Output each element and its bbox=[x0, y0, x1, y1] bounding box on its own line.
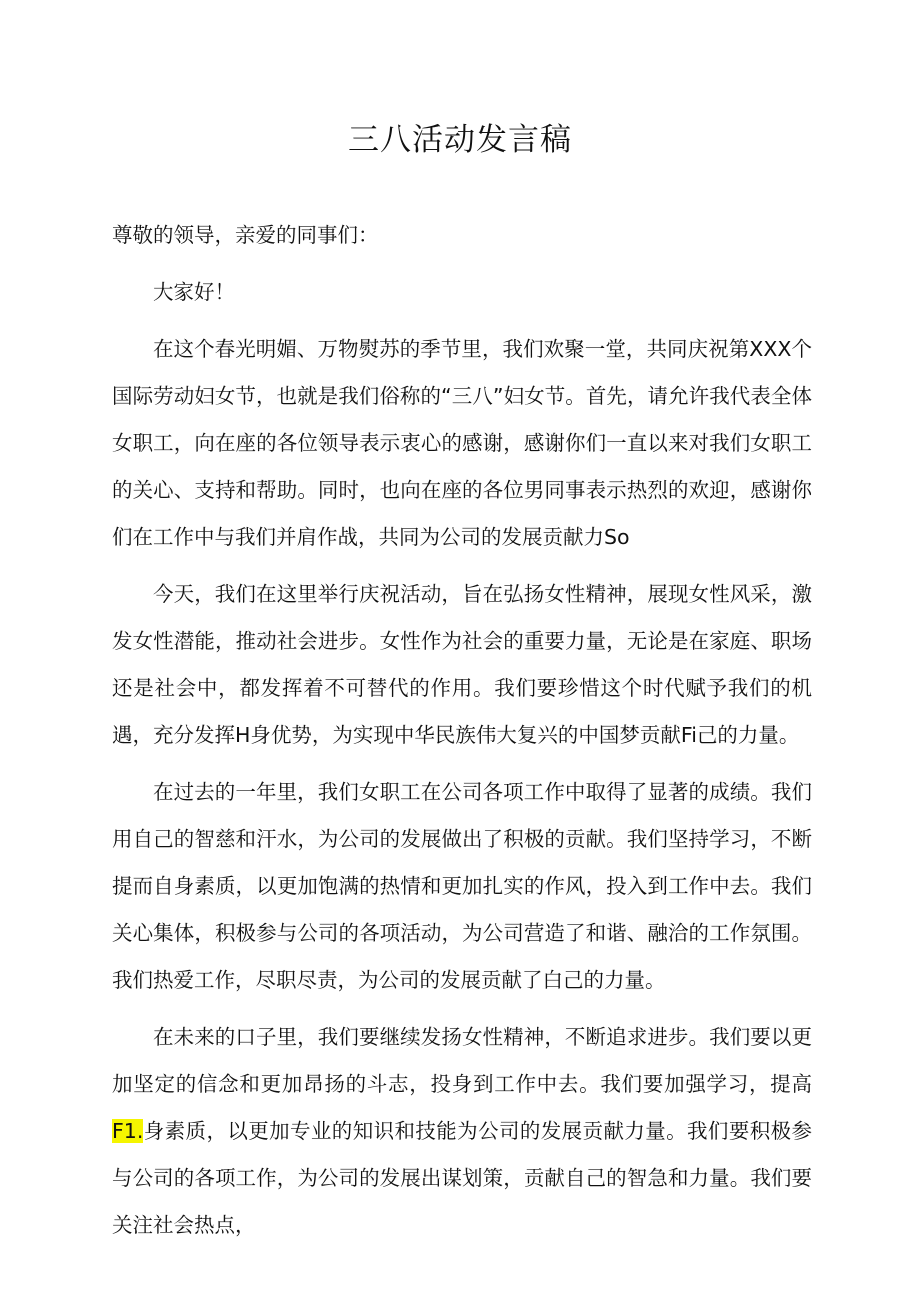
highlighted-text: F1. bbox=[112, 1119, 144, 1143]
paragraph-1: 在这个春光明媚、万物熨苏的季节里，我们欢聚一堂，共同庆祝第XXX个国际劳动妇女节，也就是我们俗称的“三八”妇女节。首先，请允许我代表全体女职工，向在座的各位领导表示衷心的感谢，感谢你们一直以来对我们女职工的关心、支持和帮助。同时，也向在座的各位男同事表示热烈的欢迎，感谢你们在工作中与我们并肩作战，共同为公司的发展贡献力So bbox=[112, 337, 812, 549]
greeting: 大家好！ bbox=[153, 280, 235, 304]
paragraph-2: 今天，我们在这里举行庆祝活动，旨在弘扬女性精神，展现女性风采，激发女性潜能，推动社会进步。女性作为社会的重要力量，无论是在家庭、职场还是社会中，都发挥着不可替代的作用。我们要珍惜这个时代赋予我们的机遇，充分发挥H身优势，为实现中华民族伟大复兴的中国梦贡献Fi己的力量。 bbox=[112, 582, 812, 747]
paragraph-4-text-start: 在未来的口子里，我们要继续发扬女性精神，不断追求进步。我们要以更加坚定的信念和更加昂扬的斗志，投身到工作中去。我们要加强学习，提高 bbox=[112, 1025, 812, 1096]
paragraph-4-text-end: 身素质，以更加专业的知识和技能为公司的发展贡献力量。我们要积极参与公司的各项工作，为公司的发展出谋划策，贡献自己的智急和力量。我们要关注社会热点， bbox=[112, 1119, 812, 1237]
salutation: 尊敬的领导，亲爱的同事们： bbox=[112, 223, 379, 247]
document-body bbox=[112, 212, 812, 1259]
paragraph-3: 在过去的一年里，我们女职工在公司各项工作中取得了显著的成绩。我们用自己的智慈和汗水，为公司的发展做出了积极的贡献。我们坚持学习，不断提而自身素质，以更加饱满的热情和更加扎实的作风，投入到工作中去。我们关心集体，积极参与公司的各项活动，为公司营造了和谐、融洽的工作氛围。我们热爱工作，尽职尽责，为公司的发展贡献了白己的力量。 bbox=[112, 780, 812, 992]
paragraph-4 bbox=[112, 1014, 812, 1249]
page-title: 三八活动发言稿 bbox=[348, 122, 572, 158]
